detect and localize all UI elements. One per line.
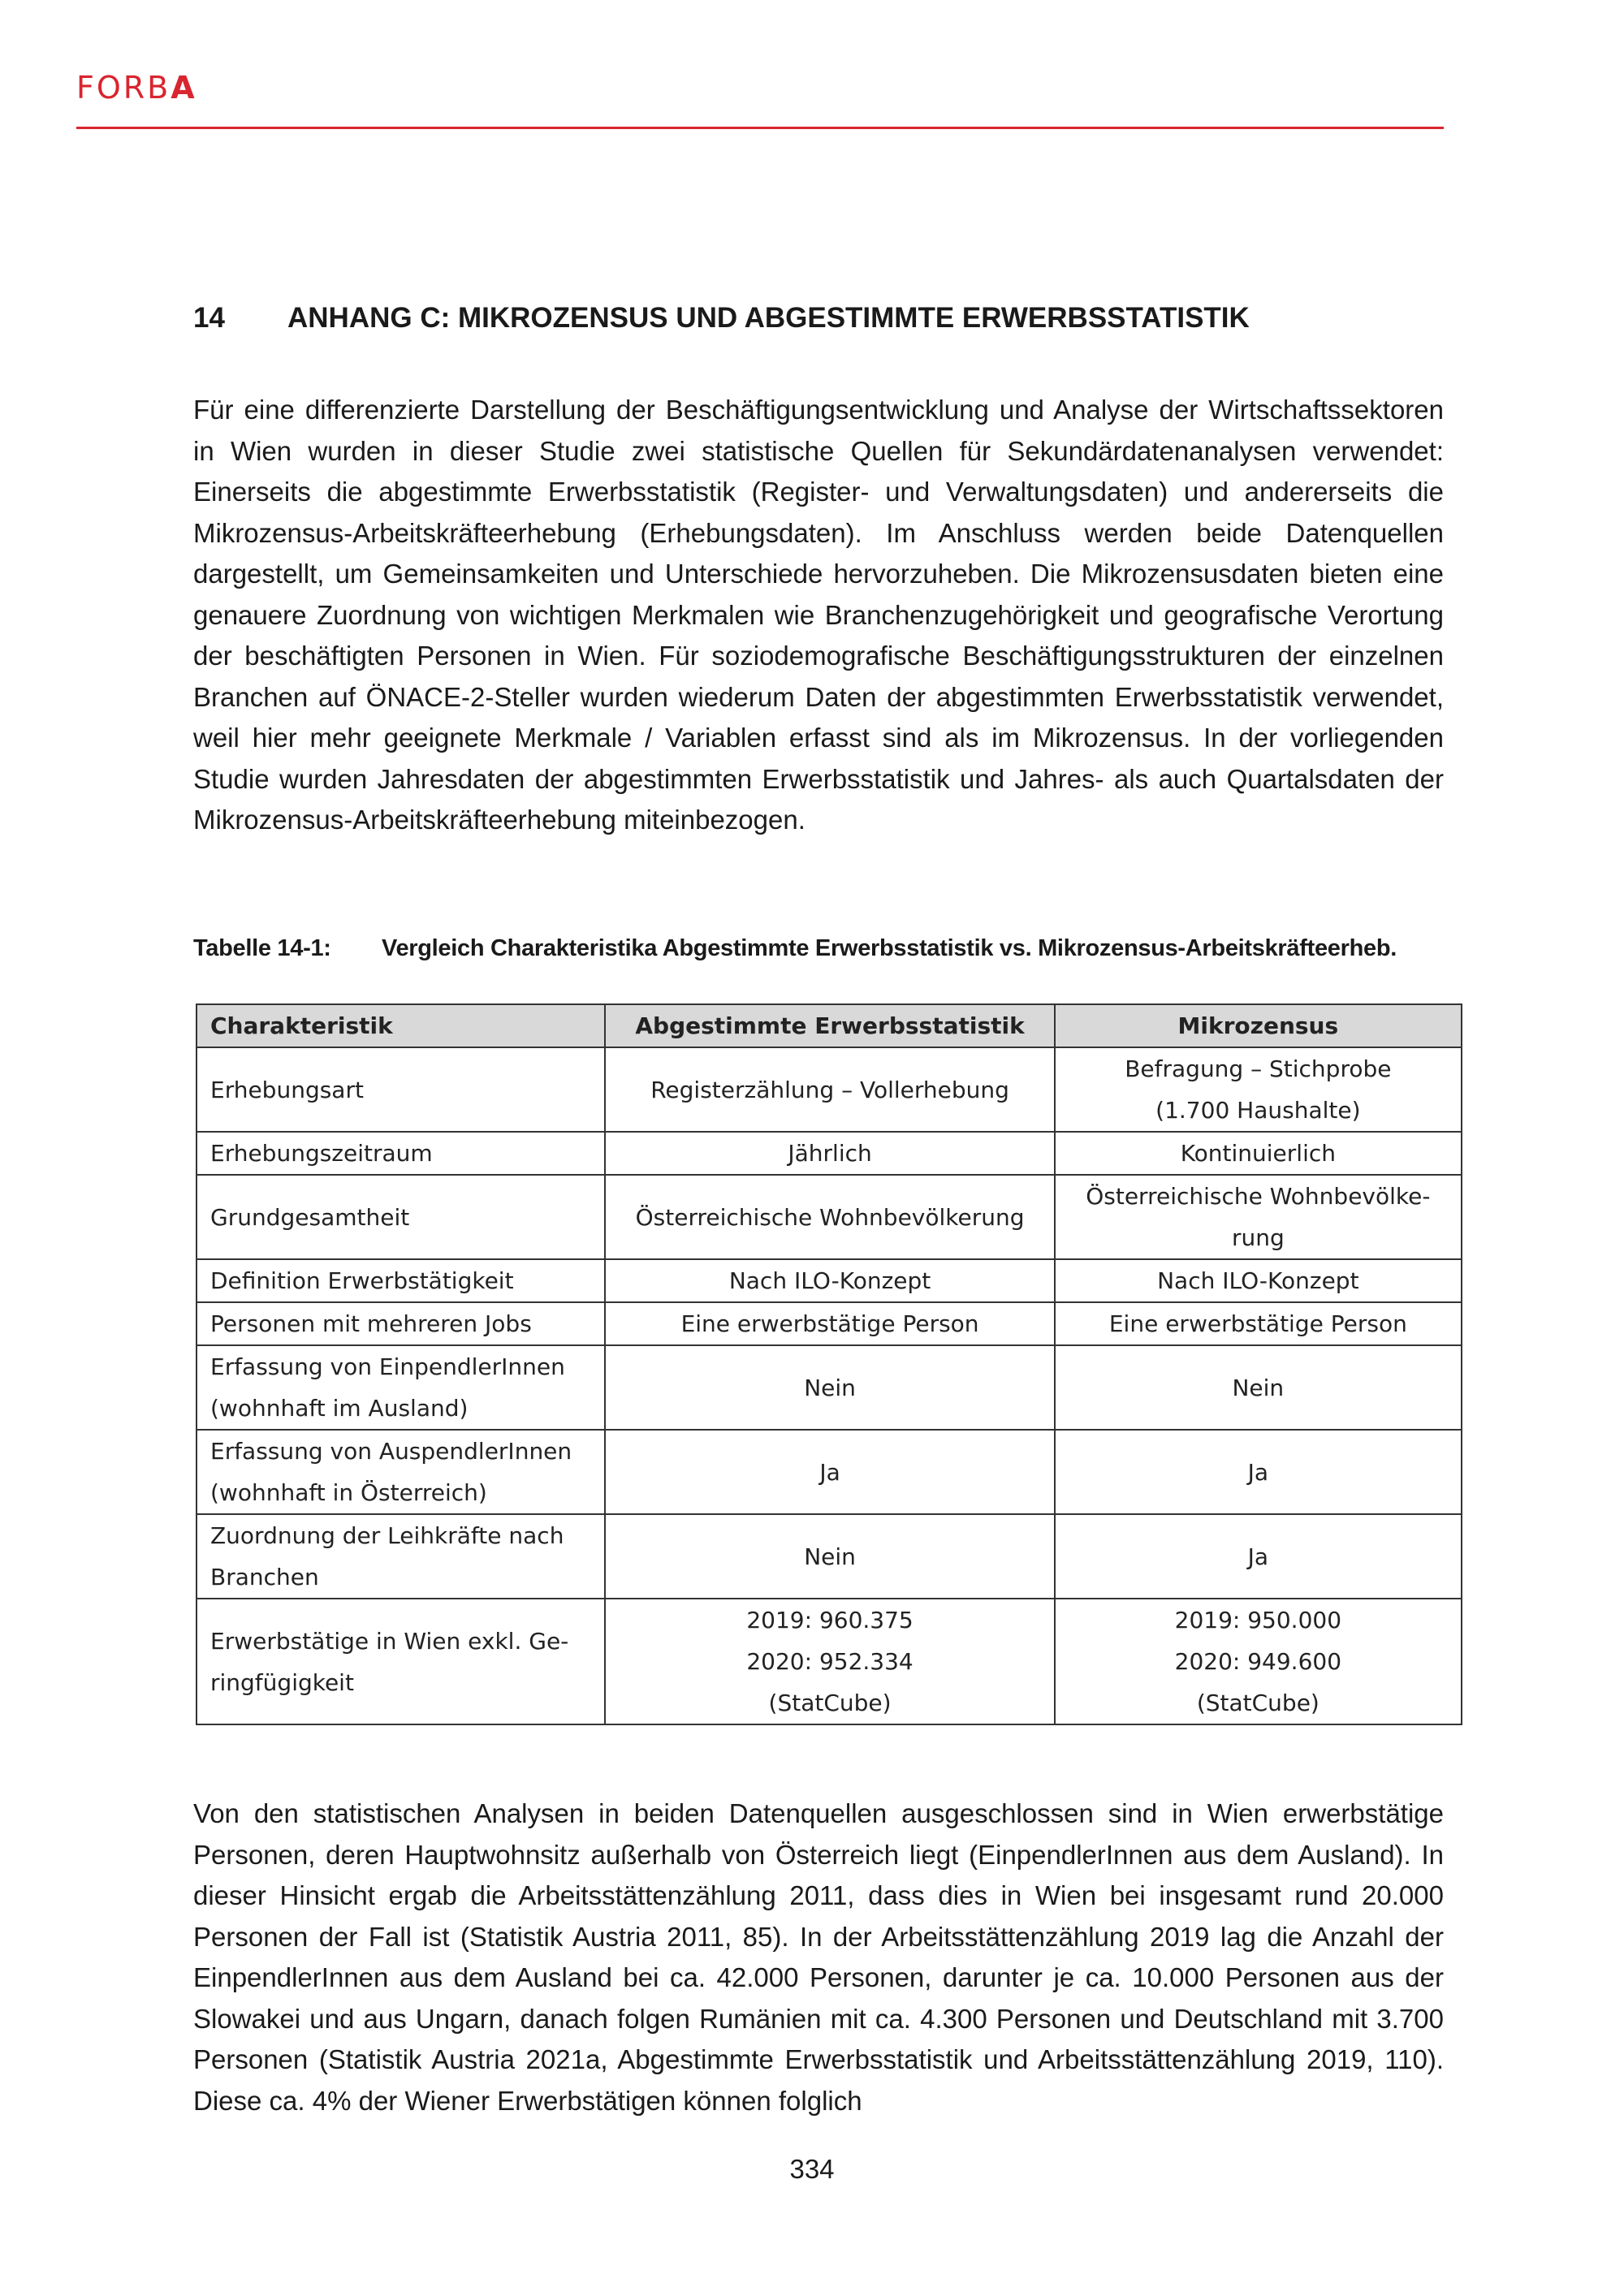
table-cell-c1 — [197, 1175, 605, 1259]
cell-line: (StatCube) — [768, 1690, 892, 1716]
cell-line: Nach ILO-Konzept — [728, 1267, 931, 1294]
chapter-heading — [193, 302, 1250, 334]
table-cell-c1 — [197, 1430, 605, 1514]
table-cell-c2 — [605, 1047, 1054, 1132]
table-cell-c2 — [605, 1430, 1054, 1514]
table-cell-c1 — [197, 1047, 605, 1132]
table-cell-c3 — [1055, 1430, 1462, 1514]
table-cell-c3 — [1055, 1047, 1462, 1132]
table-cell-c3 — [1055, 1302, 1462, 1345]
cell-line: Nach ILO-Konzept — [1157, 1267, 1359, 1294]
table-cell-c3 — [1055, 1599, 1462, 1724]
table-cell-c2 — [605, 1259, 1054, 1302]
table-cell-c1 — [197, 1599, 605, 1724]
cell-line: rung — [1231, 1224, 1285, 1251]
cell-line: Erhebungszeitraum — [210, 1140, 433, 1167]
cell-line: (wohnhaft in Österreich) — [210, 1479, 487, 1506]
table-cell-c3 — [1055, 1175, 1462, 1259]
table-cell-c1 — [197, 1259, 605, 1302]
table-cell-c3 — [1055, 1132, 1462, 1175]
cell-line: Branchen — [210, 1564, 319, 1590]
cell-line: 2019: 950.000 — [1174, 1607, 1342, 1634]
cell-line: Österreichische Wohnbevölke- — [1086, 1183, 1431, 1210]
cell-line: Nein — [804, 1374, 856, 1401]
header-register-statistics: Abgestimmte Erwerbsstatistik — [605, 1004, 1054, 1047]
table-caption — [193, 935, 1397, 962]
table-cell-c1 — [197, 1132, 605, 1175]
table-cell-c2 — [605, 1514, 1054, 1599]
logo-text-part2: A — [171, 70, 197, 106]
table-row — [197, 1047, 1462, 1132]
forba-logo — [76, 70, 197, 106]
table-cell-c2 — [605, 1302, 1054, 1345]
cell-line: Nein — [804, 1543, 856, 1570]
followup-paragraph: Von den statistischen Analysen in beiden Datenquellen ausgeschlossen sind in Wien erwerbstätige Personen, deren Hauptwohnsitz außerhalb von Österreich liegt (EinpendlerInnen aus dem Ausland). In dieser Hinsicht ergab die Arbeitsstättenzählung 2011, dass dies in Wien bei insgesamt rund 20.000 Personen der Fall ist (Statistik Austria 2011, 85). In der Arbeitsstättenzählung 2019 lag die Anzahl der EinpendlerInnen aus dem Ausland bei ca. 42.000 Personen, darunter je ca. 10.000 Personen aus der Slowakei und aus Ungarn, danach folgen Rumänien mit ca. 4.300 Personen und Deutschland mit 3.700 Personen (Statistik Austria 2021a, Abgestimmte Erwerbsstatistik und Arbeitsstättenzählung 2019, 110). Diese ca. 4% der Wiener Erwerbstätigen können folglich — [193, 1798, 1444, 2116]
cell-line: 2020: 949.600 — [1174, 1648, 1342, 1675]
table-row — [197, 1514, 1462, 1599]
table-row — [197, 1132, 1462, 1175]
cell-line: (StatCube) — [1196, 1690, 1320, 1716]
table-row — [197, 1345, 1462, 1430]
table-row — [197, 1259, 1462, 1302]
cell-line: Registerzählung – Vollerhebung — [650, 1076, 1009, 1103]
cell-line: 2020: 952.334 — [746, 1648, 914, 1675]
table-row — [197, 1175, 1462, 1259]
table-cell-c3 — [1055, 1345, 1462, 1430]
header-divider — [76, 127, 1444, 129]
cell-line: Grundgesamtheit — [210, 1203, 410, 1231]
table-cell-c2 — [605, 1345, 1054, 1430]
cell-line: Erhebungsart — [210, 1076, 364, 1103]
cell-line: Nein — [1232, 1374, 1285, 1401]
chapter-title: ANHANG C: MIKROZENSUS UND ABGESTIMMTE ERWERBSSTATISTIK — [287, 302, 1250, 334]
table-cell-c1 — [197, 1514, 605, 1599]
table-cell-c1 — [197, 1302, 605, 1345]
logo-text-part1: FORB — [76, 70, 171, 106]
cell-line: (1.700 Haushalte) — [1155, 1097, 1361, 1124]
cell-line: Eine erwerbstätige Person — [1108, 1310, 1407, 1337]
cell-line: Zuordnung der Leihkräfte nach — [210, 1522, 564, 1549]
table-cell-c3 — [1055, 1514, 1462, 1599]
cell-line: Ja — [1247, 1543, 1269, 1570]
header-microcensus: Mikrozensus — [1055, 1004, 1462, 1047]
table-cell-c2 — [605, 1132, 1054, 1175]
table-cell-c2 — [605, 1599, 1054, 1724]
intro-paragraph: Für eine differenzierte Darstellung der Beschäftigungsentwicklung und Analyse der Wirtschaftssektoren in Wien wurden in dieser Studie zwei statistische Quellen für Sekundärdatenanalysen verwendet: Einerseits die abgestimmte Erwerbsstatistik (Register- und Verwaltungsdaten) und andererseits die Mikrozensus-Arbeitskräfteerhebung (Erhebungsdaten). Im Anschluss werden beide Datenquellen dargestellt, um Gemeinsamkeiten und Unterschiede hervorzuheben. Die Mikrozensusdaten bieten eine genauere Zuordnung von wichtigen Merkmalen wie Branchenzugehörigkeit und geografische Verortung der beschäftigten Personen in Wien. Für soziodemografische Beschäftigungsstrukturen der einzelnen Branchen auf ÖNACE-2-Steller wurden wiederum Daten der abgestimmten Erwerbsstatistik verwendet, weil hier mehr geeignete Merkmale / Variablen erfasst sind als im Mikrozensus. In der vorliegenden Studie wurden Jahresdaten der abgestimmten Erwerbsstatistik und Jahres- als auch Quartalsdaten der Mikrozensus-Arbeitskräfteerhebung miteinbezogen. — [193, 395, 1444, 835]
chapter-number: 14 — [193, 302, 225, 334]
cell-line: Personen mit mehreren Jobs — [210, 1310, 532, 1337]
cell-line: 2019: 960.375 — [746, 1607, 914, 1634]
table-header-row — [197, 1004, 1462, 1047]
table-cell-c1 — [197, 1345, 605, 1430]
header-characteristic: Charakteristik — [197, 1004, 605, 1047]
cell-line: Jährlich — [788, 1140, 872, 1167]
cell-line: Befragung – Stichprobe — [1125, 1055, 1392, 1082]
comparison-table — [196, 1003, 1462, 1725]
cell-line: Erwerbstätige in Wien exkl. Ge- — [210, 1627, 569, 1655]
table-cell-c3 — [1055, 1259, 1462, 1302]
page-number: 334 — [789, 2154, 835, 2184]
table-caption-label: Tabelle 14-1: — [193, 935, 331, 961]
table-row — [197, 1302, 1462, 1345]
cell-line: ringfügigkeit — [210, 1668, 354, 1696]
table-cell-c2 — [605, 1175, 1054, 1259]
cell-line: (wohnhaft im Ausland) — [210, 1395, 469, 1422]
cell-line: Ja — [819, 1458, 840, 1486]
cell-line: Österreichische Wohnbevölkerung — [635, 1203, 1025, 1231]
cell-line: Erfassung von EinpendlerInnen — [210, 1353, 565, 1380]
cell-line: Definition Erwerbstätigkeit — [210, 1267, 514, 1294]
table-row — [197, 1430, 1462, 1514]
table-caption-text: Vergleich Charakteristika Abgestimmte Erwerbsstatistik vs. Mikrozensus-Arbeitskräfteerheb. — [382, 935, 1397, 961]
cell-line: Eine erwerbstätige Person — [680, 1310, 979, 1337]
cell-line: Kontinuierlich — [1180, 1140, 1336, 1167]
cell-line: Erfassung von AuspendlerInnen — [210, 1438, 572, 1465]
cell-line: Ja — [1247, 1458, 1269, 1486]
table-row — [197, 1599, 1462, 1724]
